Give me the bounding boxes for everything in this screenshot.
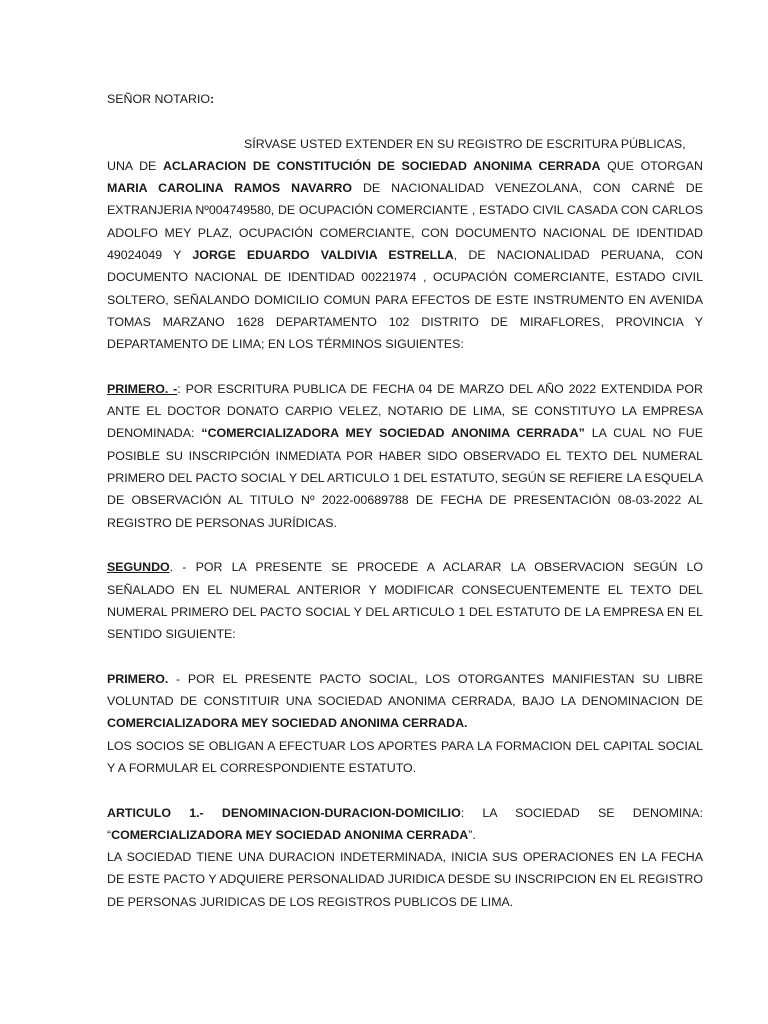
articulo-1: [107, 802, 703, 847]
articulo-1-duration: LA SOCIEDAD TIENE UNA DURACION INDETERMINADA, INICIA SUS OPERACIONES EN LA FECHA DE ESTE PACTO Y ADQUIERE PERSONALIDAD JURIDICA DESDE SU INSCRIPCION EN EL REGISTRO DE PERSONAS JURIDICAS DE LOS REGISTROS PUBLICOS DE LIMA.: [107, 850, 703, 909]
articulo-1-text-1: : LA SOCIEDAD SE DENOMINA: “: [107, 805, 703, 842]
pact-primero-heading: PRIMERO.: [107, 671, 169, 686]
intro-paragraph: [107, 133, 703, 356]
clause-primero: [107, 378, 703, 534]
clause-primero-text-1: : POR ESCRITURA PUBLICA DE FECHA 04 DE MARZO DEL AÑO 2022 EXTENDIDA POR ANTE EL DOCTOR DONATO CARPIO VELEZ, NOTARIO DE LIMA, SE CONSTITUYO LA EMPRESA DENOMINADA:: [107, 381, 703, 441]
salutation: [107, 88, 703, 110]
intro-text-2: QUE OTORGAN: [600, 158, 703, 173]
clause-primero-text-2: LA CUAL NO FUE POSIBLE SU INSCRIPCIÓN INMEDIATA POR HABER SIDO OBSERVADO EL TEXTO DEL NUMERAL PRIMERO DEL PACTO SOCIAL Y DEL ARTICULO 1 DEL ESTATUTO, SEGÚN SE REFIERE LA ESQUELA DE OBSERVACIÓN AL TITULO Nº 2022-00689788 DE FECHA DE PRESENTACIÓN 08-03-2022 AL REGISTRO DE PERSONAS JURÍDICAS.: [107, 426, 703, 530]
articulo-1-text-2: ”.: [468, 827, 476, 842]
spacer: [107, 356, 703, 378]
articulo-1-heading: ARTICULO 1.- DENOMINACION-DURACION-DOMICILIO: [107, 805, 461, 820]
intro-text-1: UNA DE: [107, 158, 163, 173]
deed-type: ACLARACION DE CONSTITUCIÓN DE SOCIEDAD ANONIMA CERRADA: [162, 158, 601, 173]
pact-primero-contributions: LOS SOCIOS SE OBLIGAN A EFECTUAR LOS APORTES PARA LA FORMACION DEL CAPITAL SOCIAL Y A FORMULAR EL CORRESPONDIENTE ESTATUTO.: [107, 738, 703, 775]
pact-primero: [107, 668, 703, 735]
spacer: [107, 645, 703, 667]
pact-company-name: COMERCIALIZADORA MEY SOCIEDAD ANONIMA CERRADA.: [107, 716, 468, 731]
intro-text-3: DE NACIONALIDAD VENEZOLANA, CON CARNÉ DE EXTRANJERIA Nº004749580, DE OCUPACIÓN COMERCIANTE , ESTADO CIVIL CASADA CON CARLOS ADOLFO MEY PLAZ, OCUPACIÓN COMERCIANTE, CON DOCUMENTO NACIONAL DE IDENTIDAD 49024049 Y: [107, 181, 703, 263]
document-page: [107, 88, 703, 913]
articulo-company-name: COMERCIALIZADORA MEY SOCIEDAD ANONIMA CERRADA: [111, 827, 469, 842]
intro-text-4: , DE NACIONALIDAD PERUANA, CON DOCUMENTO NACIONAL DE IDENTIDAD 00221974 , OCUPACIÓN COMERCIANTE, ESTADO CIVIL SOLTERO, SEÑALANDO DOMICILIO COMUN PARA EFECTOS DE ESTE INSTRUMENTO EN AVENIDA TOMAS MARZANO 1628 DEPARTAMENTO 102 DISTRITO DE MIRAFLORES, PROVINCIA Y DEPARTAMENTO DE LIMA; EN LOS TÉRMINOS SIGUIENTES:: [107, 248, 703, 352]
clause-primero-heading: PRIMERO. -: [107, 381, 178, 396]
clause-segundo-text: . - POR LA PRESENTE SE PROCEDE A ACLARAR LA OBSERVACION SEGÚN LO SEÑALADO EN EL NUMERAL ANTERIOR Y MODIFICAR CONSECUENTEMENTE EL TEXTO DEL NUMERAL PRIMERO DEL PACTO SOCIAL Y DEL ARTICULO 1 DEL ESTATUTO DE LA EMPRESA EN EL SENTIDO SIGUIENTE:: [107, 560, 703, 642]
pact-primero-text-1: - POR EL PRESENTE PACTO SOCIAL, LOS OTORGANTES MANIFIESTAN SU LIBRE VOLUNTAD DE CONSTITUIR UNA SOCIEDAD ANONIMA CERRADA, BAJO LA DENOMINACION DE: [107, 671, 703, 709]
spacer: [107, 534, 703, 556]
clause-segundo-heading: SEGUNDO: [107, 560, 170, 575]
grantor-2-name: JORGE EDUARDO VALDIVIA ESTRELLA: [192, 248, 454, 263]
clause-segundo: [107, 556, 703, 645]
spacer: [107, 779, 703, 801]
salutation-colon: :: [210, 92, 215, 106]
company-name: “COMERCIALIZADORA MEY SOCIEDAD ANONIMA CERRADA”: [201, 426, 585, 441]
intro-body: [107, 155, 703, 356]
grantor-1-name: MARIA CAROLINA RAMOS NAVARRO: [107, 181, 352, 196]
salutation-text: SEÑOR NOTARIO: [107, 92, 211, 106]
intro-first-line: SÍRVASE USTED EXTENDER EN SU REGISTRO DE ESCRITURA PÚBLICAS,: [244, 136, 686, 151]
